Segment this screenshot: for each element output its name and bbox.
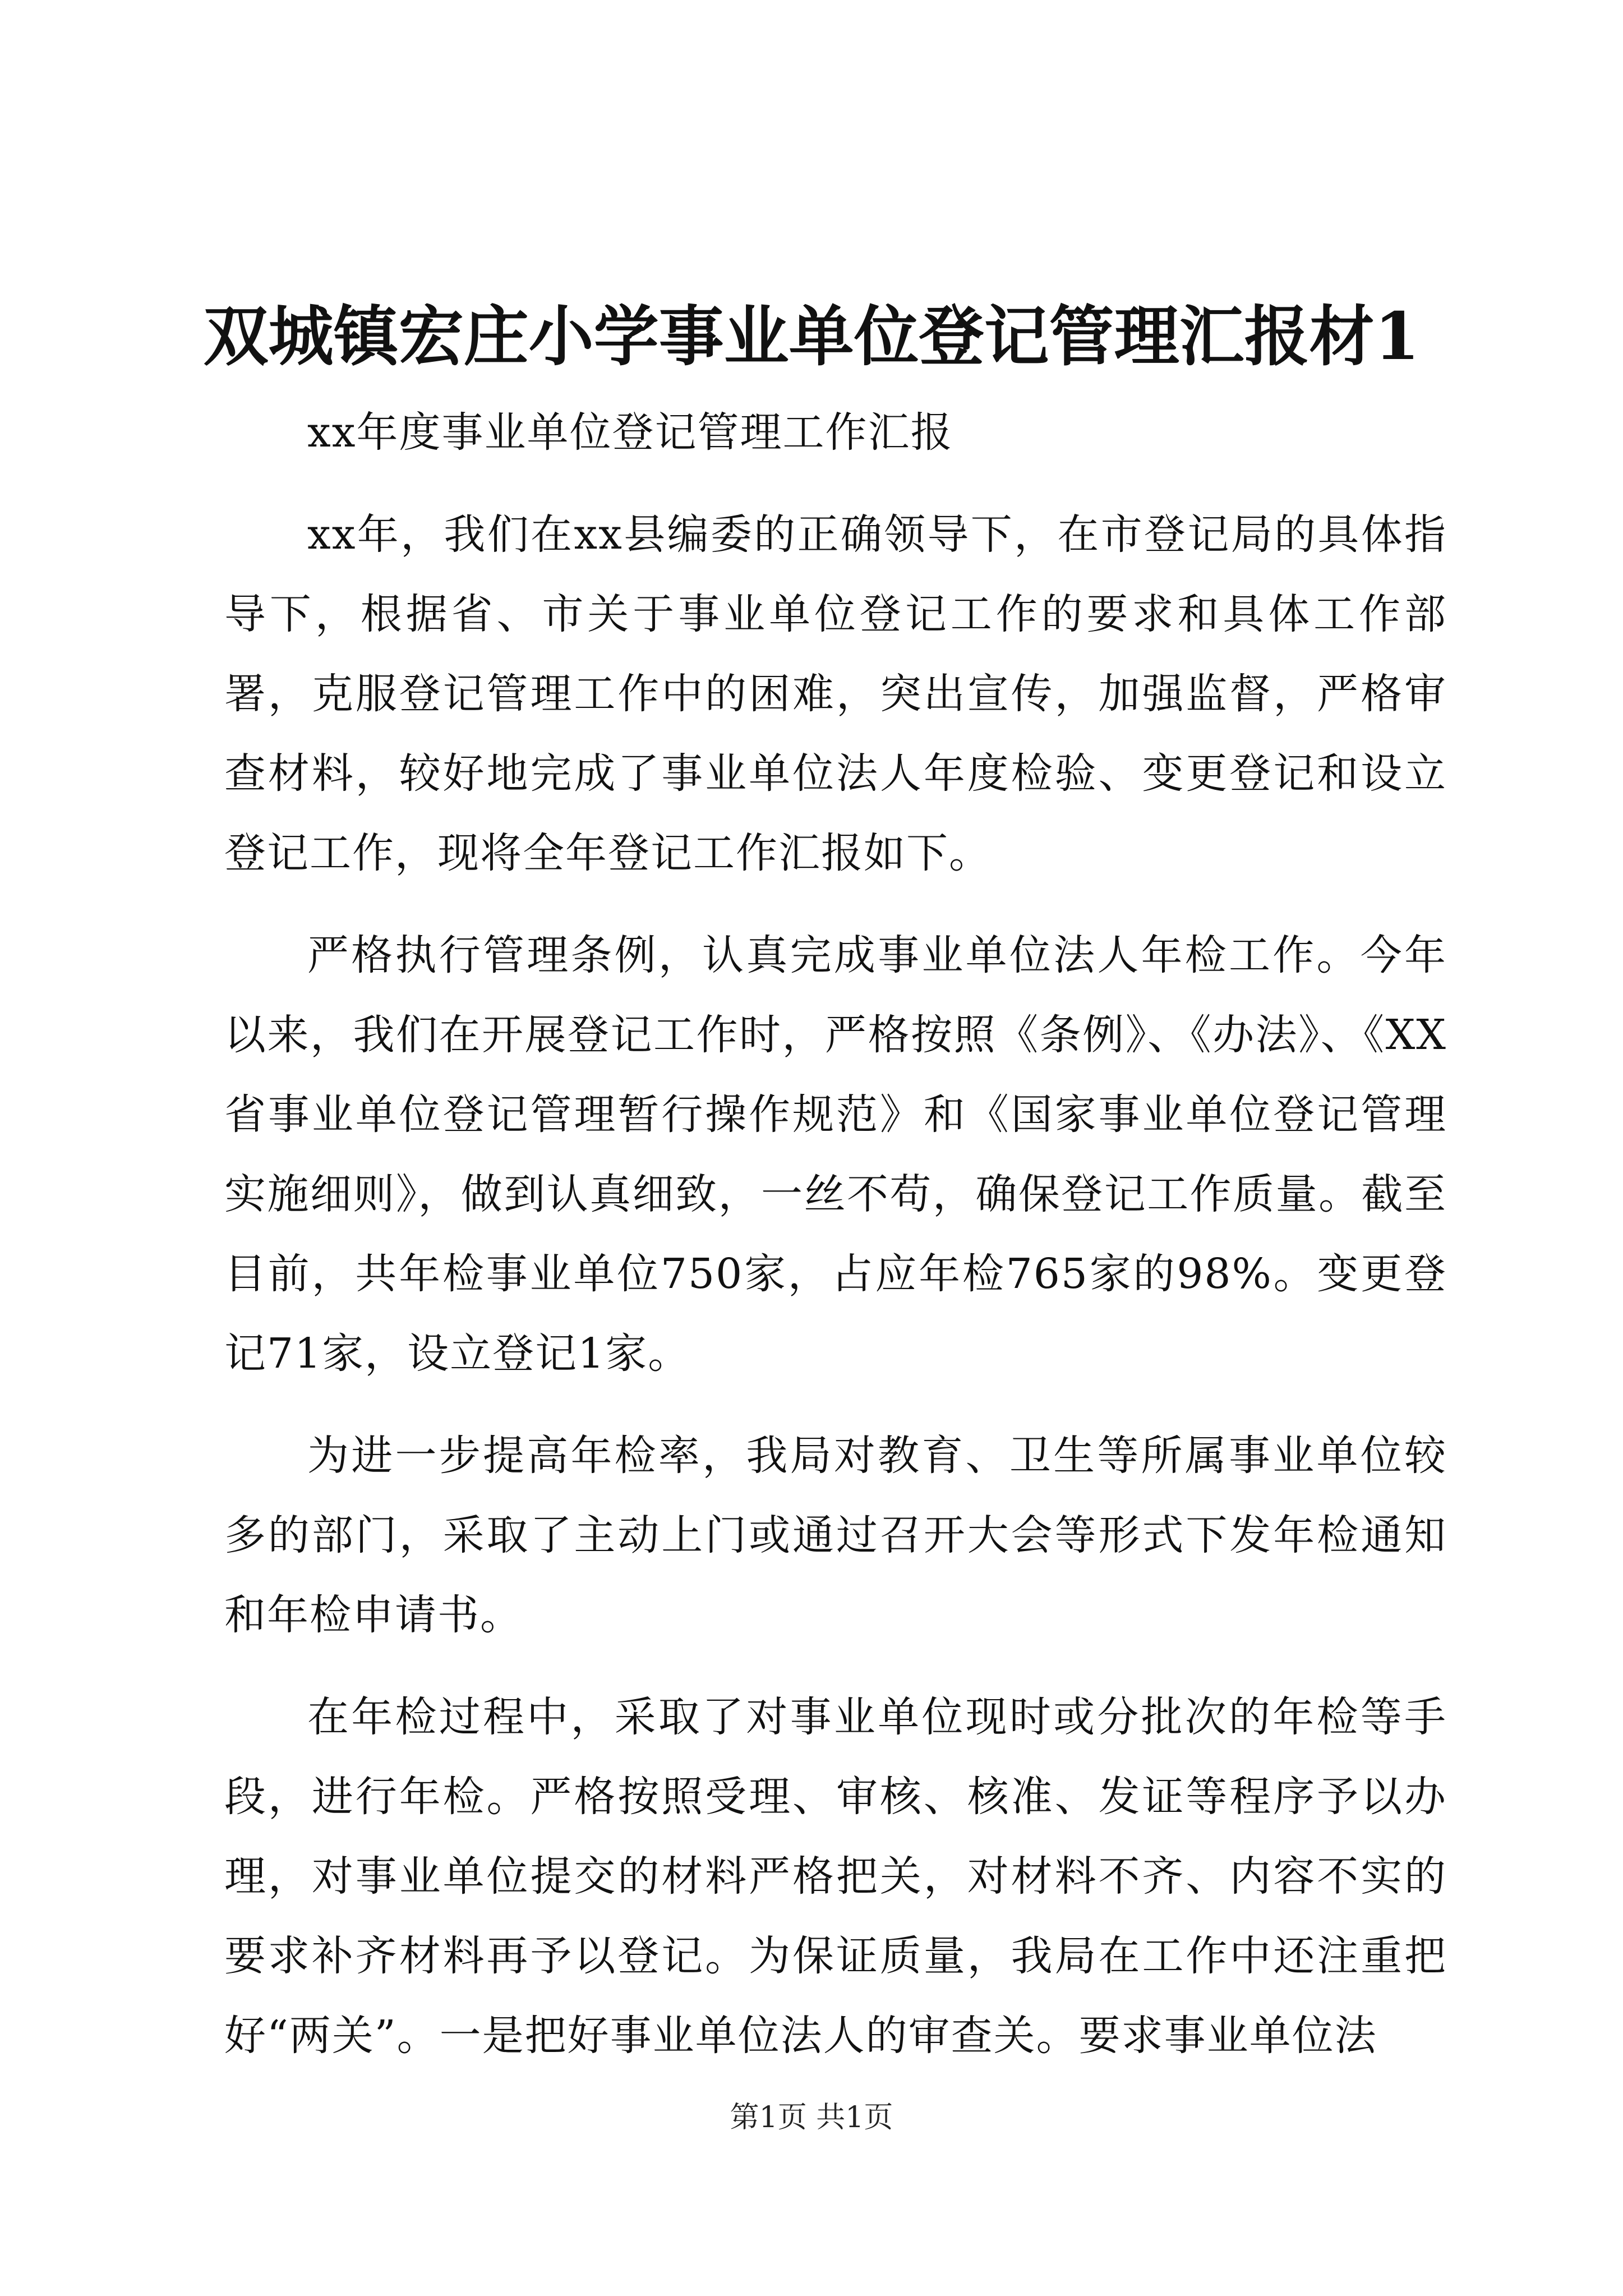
paragraph-report-heading: xx年度事业单位登记管理工作汇报 <box>307 408 953 457</box>
document-body <box>224 393 1447 2076</box>
paragraph-annual-inspection: 严格执行管理条例，认真完成事业单位法人年检工作。今年以来，我们在开展登记工作时，严格按照《条例》、《办法》、《XX省事业单位登记管理暂行操作规范》和《国家事业单位登记管理实施细则》，做到认真细致，一丝不苟，确保登记工作质量。截至目前，共年检事业单位750家，占应年检765家的98%。变更登记71家，设立登记1家。 <box>224 931 1447 1378</box>
paragraph-inspection-rate: 为进一步提高年检率，我局对教育、卫生等所属事业单位较多的部门，采取了主动上门或通过召开大会等形式下发年检通知和年检申请书。 <box>224 1432 1447 1639</box>
page-number-footer: 第1页 共1页 <box>730 2101 893 2134</box>
document-title: 双城镇宏庄小学事业单位登记管理汇报材1 <box>203 298 1420 375</box>
paragraph-intro: xx年，我们在xx县编委的正确领导下，在市登记局的具体指导下，根据省、市关于事业单位登记工作的要求和具体工作部署，克服登记管理工作中的困难，突出宣传，加强监督，严格审查材料，较好地完成了事业单位法人年度检验、变更登记和设立登记工作，现将全年登记工作汇报如下。 <box>224 510 1447 877</box>
paragraph-inspection-process: 在年检过程中，采取了对事业单位现时或分批次的年检等手段，进行年检。严格按照受理、审核、核准、发证等程序予以办理，对事业单位提交的材料严格把关，对材料不齐、内容不实的要求补齐材料再予以登记。为保证质量，我局在工作中还注重把好“两关”。一是把好事业单位法人的审查关。要求事业单位法 <box>224 1693 1447 2060</box>
